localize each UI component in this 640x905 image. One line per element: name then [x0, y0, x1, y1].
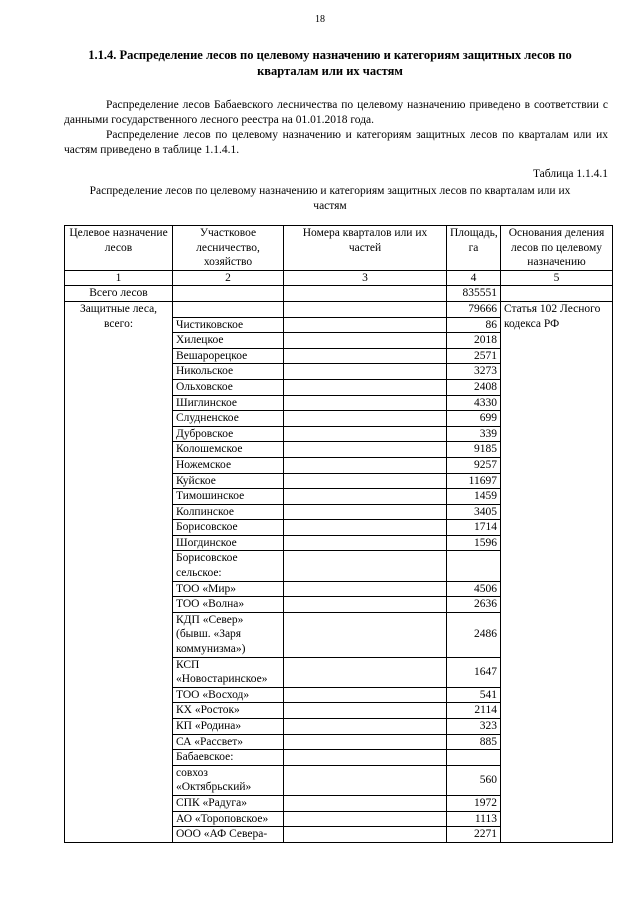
- quarters-cell: [284, 703, 447, 719]
- forestry-name: Борисовское: [173, 520, 284, 536]
- forestry-name: ТОО «Мир»: [173, 581, 284, 597]
- area-value: 2636: [447, 597, 501, 613]
- forestry-name: Ольховское: [173, 379, 284, 395]
- area-value: 885: [447, 734, 501, 750]
- quarters-cell: [284, 379, 447, 395]
- header-cell: Номера кварталов или их частей: [284, 226, 447, 271]
- area-value: 339: [447, 426, 501, 442]
- area-value: 323: [447, 719, 501, 735]
- total-value: 835551: [447, 286, 501, 302]
- column-number: 2: [173, 270, 284, 286]
- quarters-cell: [284, 687, 447, 703]
- quarters-cell: [284, 426, 447, 442]
- forestry-name: ООО «АФ Севера-: [173, 827, 284, 843]
- column-number: 5: [501, 270, 613, 286]
- forestry-name: КСП «Новостаринское»: [173, 657, 284, 687]
- forestry-name: Борисовское сельское:: [173, 551, 284, 581]
- quarters-cell: [284, 348, 447, 364]
- forestry-name: Тимошинское: [173, 489, 284, 505]
- forest-distribution-table: [64, 225, 613, 843]
- forestry-name: Колпинское: [173, 504, 284, 520]
- quarters-cell: [284, 551, 447, 581]
- basis-text: Статья 102 Лесного кодекса РФ: [501, 301, 613, 842]
- quarters-cell: [284, 795, 447, 811]
- area-value: 1647: [447, 657, 501, 687]
- forestry-name: Чистиковское: [173, 317, 284, 333]
- forestry-name: СА «Рассвет»: [173, 734, 284, 750]
- quarters-cell: [284, 473, 447, 489]
- forestry-name: Шиглинское: [173, 395, 284, 411]
- area-value: 4506: [447, 581, 501, 597]
- area-value: 9257: [447, 457, 501, 473]
- forestry-name: КХ «Росток»: [173, 703, 284, 719]
- table-number: Таблица 1.1.4.1: [532, 168, 608, 180]
- forestry-name: КП «Родина»: [173, 719, 284, 735]
- total-row: [65, 286, 613, 302]
- area-value: [447, 750, 501, 766]
- forestry-name: Бабаевское:: [173, 750, 284, 766]
- quarters-cell: [284, 317, 447, 333]
- quarters-cell: [284, 411, 447, 427]
- section-title: 1.1.4. Распределение лесов по целевому назначению и категориям защитных лесов по кварталам или их частям: [88, 48, 572, 78]
- area-value: 2571: [447, 348, 501, 364]
- quarters-cell: [284, 333, 447, 349]
- area-value: 2408: [447, 379, 501, 395]
- area-value: 1459: [447, 489, 501, 505]
- forestry-name: Куйское: [173, 473, 284, 489]
- quarters-cell: [284, 734, 447, 750]
- area-value: 1972: [447, 795, 501, 811]
- column-number: 3: [284, 270, 447, 286]
- forestry-name: Хилецкое: [173, 333, 284, 349]
- quarters-cell: [284, 442, 447, 458]
- area-value: 4330: [447, 395, 501, 411]
- area-value: 9185: [447, 442, 501, 458]
- forestry-name: Шогдинское: [173, 535, 284, 551]
- header-cell: Участковое лесничество, хозяйство: [173, 226, 284, 271]
- area-value: 1596: [447, 535, 501, 551]
- column-number-row: [65, 270, 613, 286]
- header-row: [65, 226, 613, 271]
- area-value: 2114: [447, 703, 501, 719]
- forestry-name: ТОО «Восход»: [173, 687, 284, 703]
- area-value: 3405: [447, 504, 501, 520]
- area-value: 699: [447, 411, 501, 427]
- area-value: 2018: [447, 333, 501, 349]
- quarters-cell: [284, 657, 447, 687]
- quarters-cell: [284, 520, 447, 536]
- area-value: 1714: [447, 520, 501, 536]
- quarters-cell: [284, 504, 447, 520]
- page-number: 18: [315, 14, 325, 25]
- quarters-cell: [284, 395, 447, 411]
- header-cell: Целевое назначение лесов: [65, 226, 173, 271]
- area-value: 2271: [447, 827, 501, 843]
- quarters-cell: [284, 719, 447, 735]
- forestry-name: Ножемское: [173, 457, 284, 473]
- forestry-name: АО «Тороповское»: [173, 811, 284, 827]
- forestry-name: Вешарорецкое: [173, 348, 284, 364]
- paragraph-2: Распределение лесов по целевому назначению и категориям защитных лесов по кварталам или их частям приведено в таблице 1.1.4.1.: [64, 129, 608, 156]
- area-value: 86: [447, 317, 501, 333]
- protective-value: 79666: [447, 301, 501, 317]
- quarters-cell: [284, 535, 447, 551]
- forestry-name: Дубровское: [173, 426, 284, 442]
- header-cell: Площадь, га: [447, 226, 501, 271]
- total-label: Всего лесов: [65, 286, 173, 302]
- area-value: 560: [447, 765, 501, 795]
- quarters-cell: [284, 489, 447, 505]
- forestry-name: ТОО «Волна»: [173, 597, 284, 613]
- table-caption: Распределение лесов по целевому назначению и категориям защитных лесов по кварталам или их частям: [89, 185, 571, 212]
- area-value: 1113: [447, 811, 501, 827]
- quarters-cell: [284, 581, 447, 597]
- header-cell: Основания деления лесов по целевому назначению: [501, 226, 613, 271]
- quarters-cell: [284, 597, 447, 613]
- forestry-name: совхоз «Октябрьский»: [173, 765, 284, 795]
- forestry-name: Слудненское: [173, 411, 284, 427]
- quarters-cell: [284, 827, 447, 843]
- quarters-cell: [284, 811, 447, 827]
- column-number: 4: [447, 270, 501, 286]
- area-value: [447, 551, 501, 581]
- forestry-name: Никольское: [173, 364, 284, 380]
- forestry-name: СПК «Радуга»: [173, 795, 284, 811]
- paragraph-1: Распределение лесов Бабаевского лесничества по целевому назначению приведено в соответствии с данными государственного лесного реестра на 01.01.2018 года.: [64, 99, 608, 126]
- quarters-cell: [284, 457, 447, 473]
- quarters-cell: [284, 750, 447, 766]
- column-number: 1: [65, 270, 173, 286]
- quarters-cell: [284, 765, 447, 795]
- quarters-cell: [284, 612, 447, 657]
- area-value: 11697: [447, 473, 501, 489]
- area-value: 3273: [447, 364, 501, 380]
- forestry-name: КДП «Север» (бывш. «Заря коммунизма»): [173, 612, 284, 657]
- protective-row: [65, 301, 613, 317]
- protective-label: Защитные леса, всего:: [65, 301, 173, 842]
- quarters-cell: [284, 364, 447, 380]
- forestry-name: Колошемское: [173, 442, 284, 458]
- area-value: 541: [447, 687, 501, 703]
- area-value: 2486: [447, 612, 501, 657]
